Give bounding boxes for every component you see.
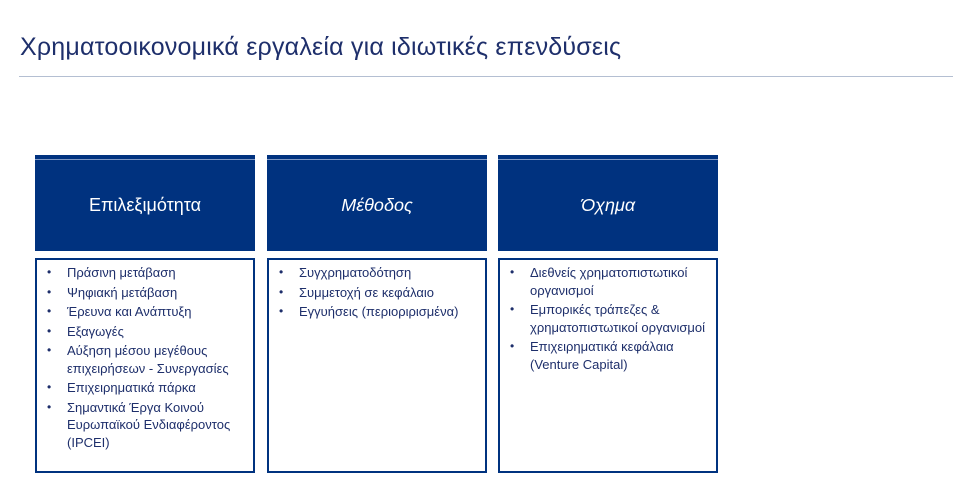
list-item-text: Εξαγωγές	[67, 323, 124, 339]
list-item-text: Διεθνείς χρηματοπιστωτικοί οργανισμοί	[530, 265, 688, 298]
title-divider	[19, 76, 953, 77]
bullet-icon: •	[510, 339, 515, 353]
list-item	[45, 264, 245, 282]
list-item-text: Συγχρηματοδότηση	[299, 265, 412, 280]
bullet-list	[45, 264, 245, 451]
column-body	[267, 258, 487, 473]
list-item	[45, 342, 245, 377]
bullet-icon: •	[279, 265, 284, 279]
list-item	[45, 323, 245, 341]
list-item-text: Εγγυήσεις (περιοριρισμένα)	[299, 304, 459, 319]
list-item-text: Αύξηση μέσου μεγέθους επιχειρήσεων - Συνεργασίες	[67, 343, 229, 376]
bullet-icon: •	[47, 265, 52, 279]
column-header-label: Επιλεξιμότητα	[88, 195, 202, 215]
bullet-icon: •	[510, 265, 515, 279]
list-item-text: Σημαντικά Έργα Κοινού Ευρωπαϊκού Ενδιαφέροντος (IPCEI)	[67, 399, 231, 450]
list-item-text: Ψηφιακή μετάβαση	[67, 284, 178, 300]
column-vehicle	[498, 155, 718, 473]
bullet-icon: •	[510, 302, 515, 316]
list-item	[508, 264, 708, 299]
list-item	[508, 338, 708, 373]
list-item-text: Έρευνα και Ανάπτυξη	[67, 304, 192, 319]
list-item	[277, 303, 477, 321]
column-header	[498, 155, 718, 251]
list-item-text: Πράσινη μετάβαση	[67, 265, 176, 280]
bullet-icon: •	[47, 343, 52, 357]
bullet-list	[508, 264, 708, 373]
column-header-label: Όχημα	[580, 195, 636, 215]
bullet-icon: •	[47, 304, 52, 318]
list-item	[508, 301, 708, 336]
column-header	[35, 155, 255, 251]
list-item-text: Εμπορικές τράπεζες & χρηματοπιστωτικοί οργανισμοί	[530, 302, 706, 335]
column-method	[267, 155, 487, 473]
bullet-icon: •	[47, 380, 52, 394]
list-item-text: Επιχειρηματικά πάρκα	[67, 380, 196, 395]
bullet-icon: •	[47, 323, 52, 338]
list-item	[45, 303, 245, 321]
bullet-icon: •	[47, 284, 52, 299]
bullet-icon: •	[279, 284, 284, 299]
column-body	[498, 258, 718, 473]
column-header-label: Μέθοδος	[341, 195, 413, 215]
bullet-list	[277, 264, 477, 321]
list-item-text: Επιχειρηματικά κεφάλαια (Venture Capital)	[530, 339, 674, 372]
list-item	[277, 284, 477, 302]
list-item	[277, 264, 477, 282]
list-item	[45, 399, 245, 452]
column-body	[35, 258, 255, 473]
bullet-icon: •	[279, 304, 284, 318]
bullet-icon: •	[47, 399, 52, 414]
column-eligibility	[35, 155, 255, 473]
page-title: Χρηματοοικονομικά εργαλεία για ιδιωτικές επενδύσεις	[20, 33, 622, 61]
column-header	[267, 155, 487, 251]
list-item	[45, 379, 245, 397]
list-item-text: Συμμετοχή σε κεφάλαιο	[299, 284, 435, 300]
list-item	[45, 284, 245, 302]
